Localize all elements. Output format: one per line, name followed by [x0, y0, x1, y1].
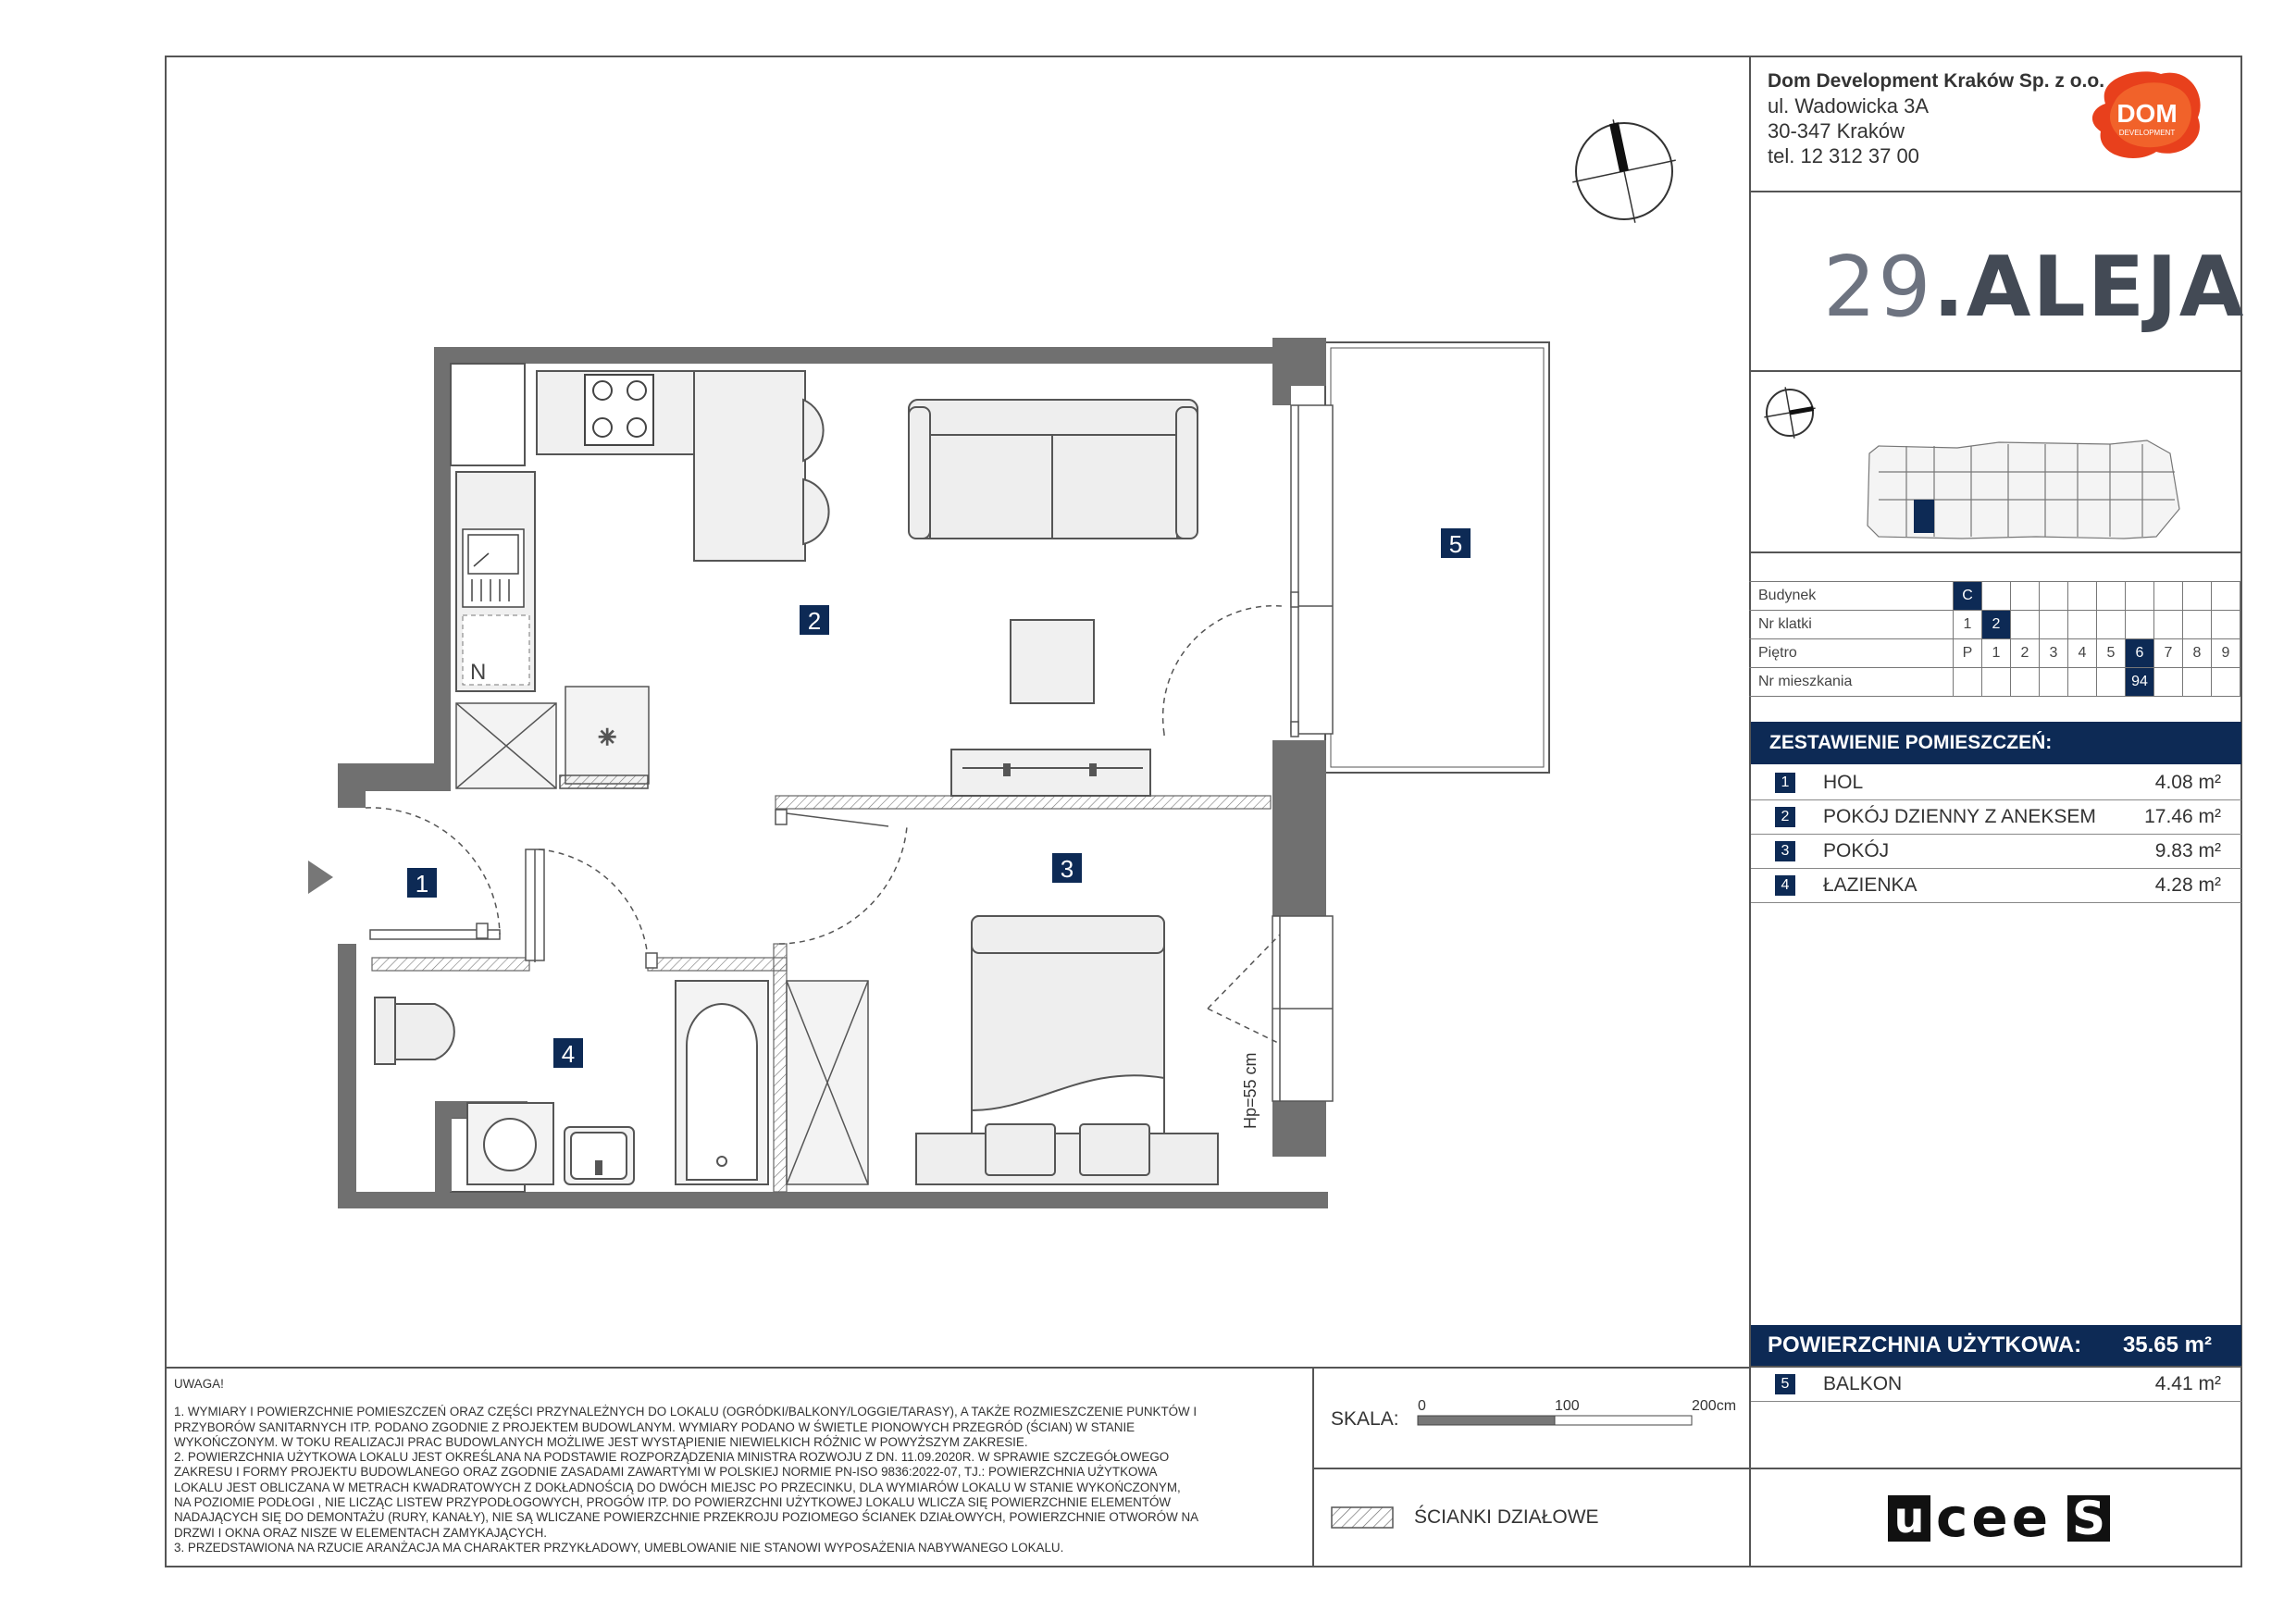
tb-line-5: [1749, 1468, 2242, 1469]
window-living: [1291, 405, 1333, 734]
scale-tick-200: 200cm: [1692, 1398, 1737, 1414]
uceeS-logo: [1888, 1492, 2110, 1552]
scale-legend-divider: [1312, 1468, 1750, 1469]
sofa-icon: [909, 400, 1198, 539]
notes-line: ZAKRESU I FORMY PROJEKTU BUDOWLANEGO ORAZ ZGODNIE ZASADAMI ZAWARTYMI W POLSKIEJ NORMIE PN-ISO 9836:2022-07, TJ.: POWIERZCHNIA UŻYTKOWA: [174, 1465, 1158, 1480]
scale-label: SKALA:: [1331, 1408, 1399, 1430]
window-bedroom: [1272, 916, 1333, 1101]
balcony-door: [1163, 592, 1298, 737]
north-compass-icon: [1572, 119, 1676, 223]
notes-line: PRZYBORÓW SANITARNYCH ITP. PODANO ZGODNIE Z PROJEKTEM BUDOWLANYM. WYMIARY PODANO W ŚWIETLE PIONOWYCH PRZEGRÓD (ŚCIAN) W STANIE: [174, 1419, 1136, 1434]
company-info: [1768, 68, 2104, 168]
balcony-name: BALKON: [1823, 1373, 1903, 1394]
usable-area-bar: [1751, 1325, 2241, 1366]
usable-area-value: 35.65 m²: [2122, 1332, 2212, 1357]
room-area: 9.83 m²: [2154, 840, 2221, 861]
floor-6: 6: [2126, 639, 2154, 668]
notes-line: 1. WYMIARY I POWIERZCHNIE POMIESZCZEŃ ORAZ CZĘŚCI PRZYNALEŻNYCH DO LOKALU (OGRÓDKI/BALKONY/LOGGIE/TARASY), A TAKŻE ROZMIESZCZENIE PUNKTÓW I: [174, 1405, 1198, 1419]
cooktop-icon: [585, 375, 653, 445]
notes-title: UWAGA!: [174, 1377, 224, 1391]
bathtub-icon: [676, 981, 768, 1184]
apartment-label: Nr mieszkania: [1749, 668, 1954, 697]
apartment-row: [1749, 668, 2240, 697]
stools-icon: [803, 400, 829, 544]
room-name: POKÓJ DZIENNY Z ANEKSEM: [1823, 806, 2096, 827]
notes-line: NA POZIOMIE PODŁOGI , NIE LICZĄC LISTEW PRZYPODŁOGOWYCH, PROGÓW ITP. DO POWIERZCHNI UŻYTKOWEJ LOKALU WLICZA SIĘ POWIERZCHNIE ELEMENTÓW: [174, 1495, 1172, 1510]
room-name: POKÓJ: [1823, 840, 1890, 861]
staircase-label: Nr klatki: [1749, 611, 1954, 639]
dom-development-logo: [2087, 67, 2207, 168]
plan-label-4: 4: [561, 1040, 576, 1068]
room-area: 4.28 m²: [2154, 874, 2221, 896]
balcony-list: [1751, 1368, 2241, 1402]
notes-line: DRZWI I OKNA ORAZ NISZE W ELEMENTACH ZAMYKAJĄCYCH.: [174, 1525, 547, 1540]
floor-2: 2: [2011, 639, 2040, 668]
company-street: ul. Wadowicka 3A: [1768, 94, 1930, 118]
bedroom-door: [776, 810, 907, 944]
project-brand: [1823, 239, 2245, 336]
balcony-number: 5: [1775, 1374, 1795, 1394]
key-plan: [1758, 379, 2203, 551]
floor-7: 7: [2154, 639, 2183, 668]
floor-9: 9: [2212, 639, 2240, 668]
room-row: [1751, 835, 2241, 869]
coffee-table-icon: [1011, 620, 1094, 703]
toilet-icon: [375, 997, 454, 1064]
brand-name: .ALEJA: [1932, 239, 2246, 336]
key-plan-compass-icon: [1764, 387, 1815, 438]
balcony-area: 4.41 m²: [2154, 1373, 2221, 1394]
floor-label: Piętro: [1749, 639, 1954, 668]
floor-P: P: [1954, 639, 1982, 668]
notes-line: 2. POWIERZCHNIA UŻYTKOWA LOKALU JEST OKREŚLANA NA PODSTAWIE ROZPORZĄDZENIA MINISTRA ROZWOJU Z DN. 11.09.2020R. W SPRAWIE SZCZEGÓŁOWEGO: [174, 1450, 1170, 1465]
room-number: 3: [1775, 841, 1795, 861]
svg-text:S: S: [2071, 1492, 2106, 1545]
wardrobe-hall: [456, 703, 556, 788]
company-city: 30-347 Kraków: [1768, 119, 1905, 142]
balcony-row: [1751, 1368, 2241, 1402]
tv-cabinet-icon: [951, 750, 1150, 796]
entrance-arrow-icon: [308, 861, 333, 894]
notes-line: NADAJĄCYCH SIĘ DO DEMONTAŻU (RURY, KANAŁY), NIE SĄ WLICZANE POWIERZCHNIE PRZEKROJU POZIOMEGO ŚCIANEK DZIAŁOWYCH, POWIERZCHNIE OTWORÓW NA: [174, 1510, 1199, 1525]
logo-text-development: DEVELOPMENT: [2118, 129, 2176, 137]
legend-partition-walls: ŚCIANKI DZIAŁOWE: [1414, 1506, 1599, 1528]
plan-label-5: 5: [1448, 530, 1463, 558]
floor-4: 4: [2068, 639, 2097, 668]
room-area: 4.08 m²: [2154, 772, 2221, 793]
usable-area-label: POWIERZCHNIA UŻYTKOWA:: [1768, 1332, 2082, 1357]
washbasin-icon: [565, 1127, 634, 1184]
floor-3: 3: [2040, 639, 2068, 668]
svg-text:✳: ✳: [598, 725, 617, 750]
uceeS-text: uceeS: [1888, 1492, 1891, 1493]
shower-icon: [787, 981, 868, 1184]
plan-label-3: 3: [1060, 855, 1074, 883]
apartment-value: 94: [2126, 668, 2154, 697]
company-phone: tel. 12 312 37 00: [1768, 144, 1919, 167]
scale-tick-100: 100: [1555, 1398, 1580, 1414]
notes-block: [174, 1377, 1298, 1555]
brand-number: 29: [1823, 239, 1933, 336]
room-row: [1751, 869, 2241, 903]
building-label: Budynek: [1749, 582, 1954, 611]
floor-row: [1749, 639, 2240, 668]
svg-text:cee: cee: [1936, 1492, 2053, 1547]
washing-machine-icon: [467, 1103, 553, 1184]
svg-text:N: N: [470, 660, 487, 685]
tb-line-3: [1749, 551, 2242, 553]
apartment-info-grid: [1749, 581, 2240, 697]
building-row: [1749, 582, 2240, 611]
notes-line: WYKOŃCZONYM. W TOKU REALIZACJI PRAC BUDOWLANYCH MOŻLIWE JEST WYSTĄPIENIE NIEWIELKICH RÓŻNIC W POWYŻSZYM ZAKRESIE.: [174, 1434, 1028, 1449]
washer-dryer-icon: [560, 687, 649, 788]
room-row: [1751, 800, 2241, 835]
rooms-header-text: ZESTAWIENIE POMIESZCZEŃ:: [1769, 732, 2053, 753]
tb-line-2: [1749, 370, 2242, 372]
room-area: 17.46 m²: [2144, 806, 2221, 827]
notes-divider: [165, 1367, 1750, 1369]
floor-plan: [167, 57, 1749, 1367]
plan-label-2: 2: [807, 607, 822, 635]
scale-tick-0: 0: [1418, 1398, 1426, 1414]
room-number: 4: [1775, 875, 1795, 896]
room-name: HOL: [1823, 772, 1864, 793]
floor-1: 1: [1982, 639, 2011, 668]
notes-line: 3. PRZEDSTAWIONA NA RZUCIE ARANŻACJA MA CHARAKTER PRZYKŁADOWY, UMEBLOWANIE NIE STANOWI WYPOSAŻENIA NABYWANEGO LOKALU.: [174, 1540, 1064, 1555]
staircase-2: 2: [1982, 611, 2011, 639]
building-value: C: [1954, 582, 1982, 611]
notes-line: LOKALU JEST OBLICZANA W METRACH KWADRATOWYCH Z DOKŁADNOŚCIĄ DO DWÓCH MIEJSC PO PRZECINKU, DLA WYMIARÓW LOKALU W STANIE WYKOŃCZONYM,: [174, 1480, 1181, 1494]
bathroom-door: [526, 849, 657, 968]
rooms-header: [1751, 722, 2241, 764]
sink-icon: [463, 529, 524, 607]
floor-8: 8: [2183, 639, 2212, 668]
key-plan-apartment-highlight: [1914, 500, 1934, 533]
rooms-list: [1751, 766, 2241, 903]
room-row: [1751, 766, 2241, 800]
tb-line-1: [1749, 191, 2242, 192]
staircase-1: 1: [1954, 611, 1982, 639]
bed-icon: [916, 916, 1218, 1184]
svg-text:u: u: [1893, 1493, 1925, 1542]
staircase-row: [1749, 611, 2240, 639]
room-name: ŁAZIENKA: [1823, 874, 1917, 896]
scale-bar: [1407, 1395, 1758, 1451]
balcony: [1325, 342, 1549, 773]
logo-text-dom: DOM: [2116, 99, 2178, 128]
window-height-note: Hp=55 cm: [1241, 1052, 1260, 1129]
room-number: 2: [1775, 807, 1795, 827]
plan-label-1: 1: [415, 870, 429, 898]
bedroom-window-swing: [1208, 935, 1280, 1044]
room-number: 1: [1775, 773, 1795, 793]
company-name: Dom Development Kraków Sp. z o.o.: [1768, 70, 2105, 92]
floor-5: 5: [2097, 639, 2126, 668]
hatch-legend-icon: [1331, 1506, 1396, 1530]
